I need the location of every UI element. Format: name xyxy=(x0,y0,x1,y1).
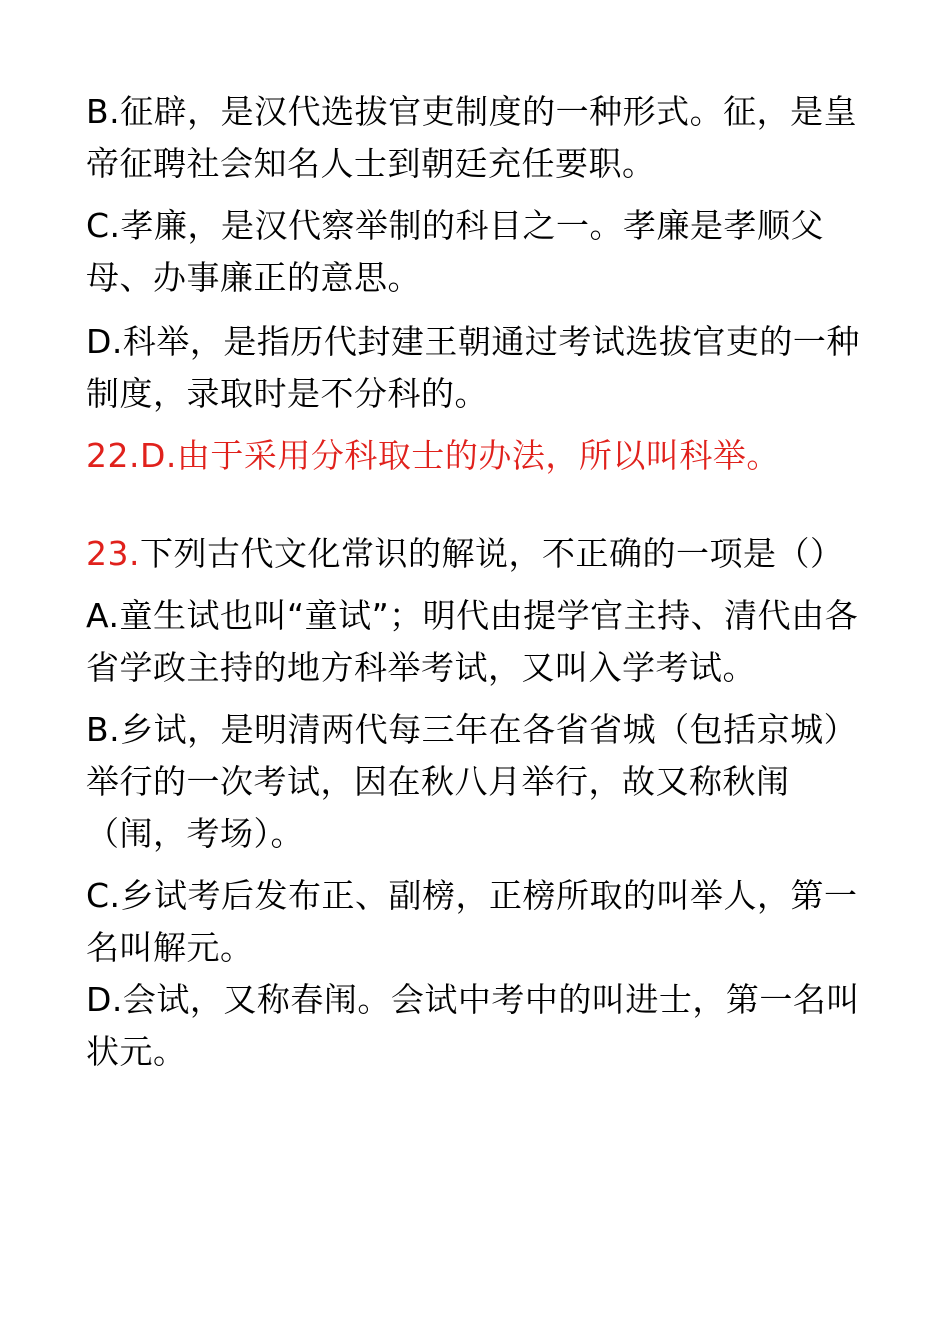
q23-number: 23. xyxy=(86,534,140,573)
q21-option-b: B.征辟，是汉代选拔官吏制度的一种形式。征，是皇帝征聘社会知名人士到朝廷充任要职。 xyxy=(86,92,858,183)
q22-answer: 22.D.由于采用分科取士的办法，所以叫科举。 xyxy=(86,436,780,475)
q23-stem: 下列古代文化常识的解说，不正确的一项是（） xyxy=(139,534,844,573)
q23-question xyxy=(86,528,866,580)
q23-option-c: C.乡试考后发布正、副榜，正榜所取的叫举人，第一名叫解元。 xyxy=(86,876,858,967)
q21-option-c: C.孝廉，是汉代察举制的科目之一。孝廉是孝顺父母、办事廉正的意思。 xyxy=(86,206,825,297)
q23-option-b: B.乡试，是明清两代每三年在各省省城（包括京城）举行的一次考试，因在秋八月举行，故又称秋闱（闱，考场）。 xyxy=(86,710,858,853)
q23-option-d: D.会试，又称春闱。会试中考中的叫进士，第一名叫状元。 xyxy=(86,980,860,1071)
document-page xyxy=(86,86,866,1078)
q21-option-d: D.科举，是指历代封建王朝通过考试选拔官吏的一种制度，录取时是不分科的。 xyxy=(86,322,860,413)
q23-option-a: A.童生试也叫“童试”；明代由提学官主持、清代由各省学政主持的地方科举考试，又叫入学考试。 xyxy=(86,596,859,687)
